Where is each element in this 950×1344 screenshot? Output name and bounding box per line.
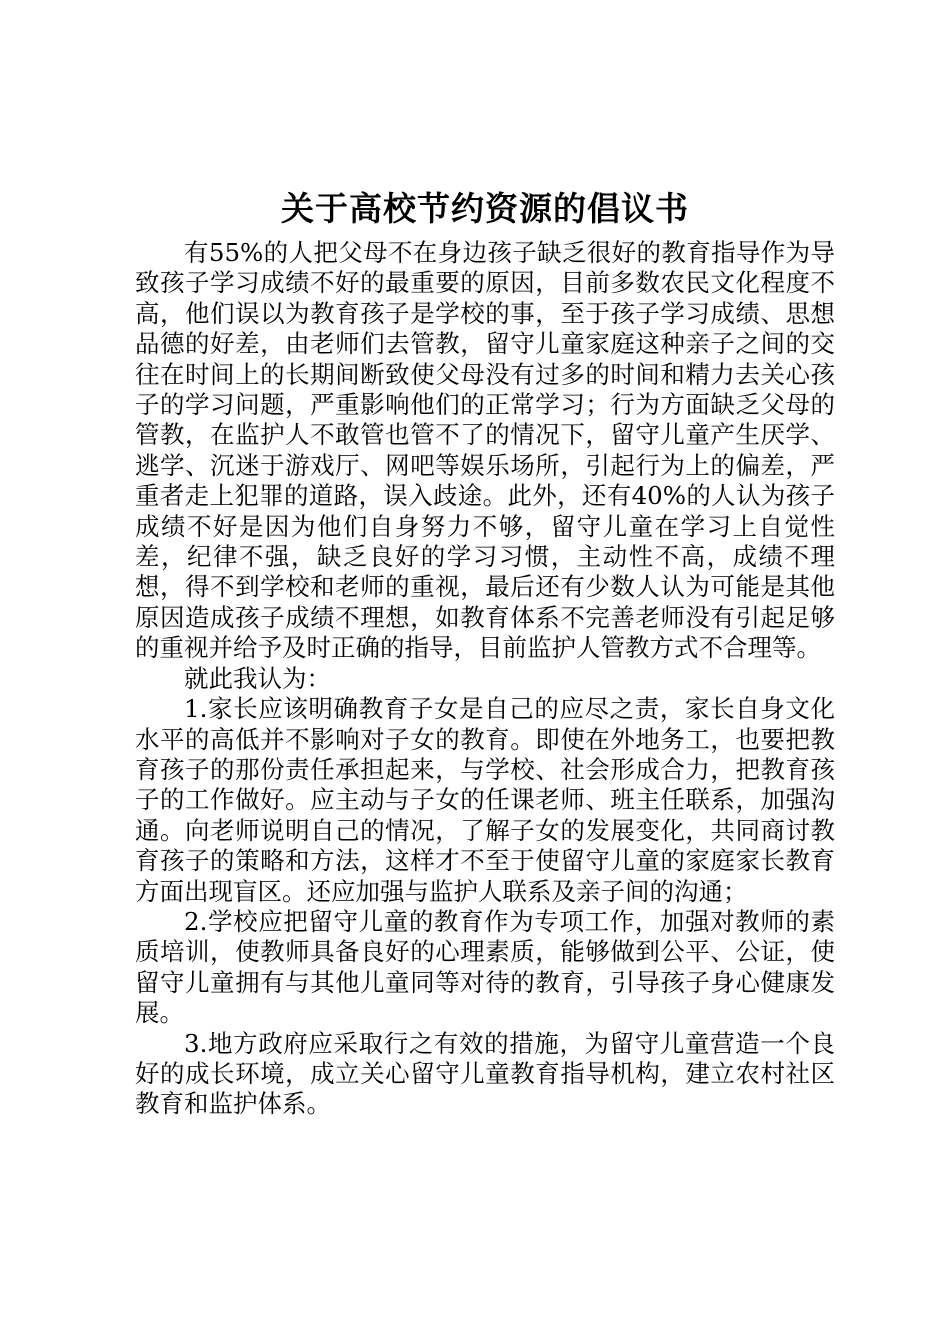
paragraph-point-1: 1.家长应该明确教育子女是自己的应尽之责，家长自身文化水平的高低并不影响对子女的教育。即使在外地务工，也要把教育孩子的那份责任承担起来，与学校、社会形成合力，把教育孩子的工作做好。应主动与子女的任课老师、班主任联系，加强沟通。向老师说明自己的情况，了解子女的发展变化，共同商讨教育孩子的策略和方法，这样才不至于使留守儿童的家庭家长教育方面出现盲区。还应加强与监护人联系及亲子间的沟通； [135,694,835,906]
paragraph-point-3: 3.地方政府应采取行之有效的措施，为留守儿童营造一个良好的成长环境，成立关心留守儿童教育指导机构，建立农村社区教育和监护体系。 [135,1028,835,1119]
paragraph-survey-findings: 有55%的人把父母不在身边孩子缺乏很好的教育指导作为导致孩子学习成绩不好的最重要的原因，目前多数农民文化程度不高，他们误以为教育孩子是学校的事，至于孩子学习成绩、思想品德的好差，由老师们去管教，留守儿童家庭这种亲子之间的交往在时间上的长期间断致使父母没有过多的时间和精力去关心孩子的学习问题，严重影响他们的正常学习；行为方面缺乏父母的管教，在监护人不敢管也管不了的情况下，留守儿童产生厌学、逃学、沉迷于游戏厅、网吧等娱乐场所，引起行为上的偏差，严重者走上犯罪的道路，误入歧途。此外，还有40%的人认为孩子成绩不好是因为他们自身努力不够，留守儿童在学习上自觉性差，纪律不强，缺乏良好的学习习惯，主动性不高，成绩不理想，得不到学校和老师的重视，最后还有少数人认为可能是其他原因造成孩子成绩不理想，如教育体系不完善老师没有引起足够的重视并给予及时正确的指导，目前监护人管教方式不合理等。 [135,238,835,663]
paragraph-intro: 就此我认为： [184,663,331,693]
paragraph-point-2: 2.学校应把留守儿童的教育作为专项工作，加强对教师的素质培训，使教师具备良好的心理素质，能够做到公平、公证，使留守儿童拥有与其他儿童同等对待的教育，引导孩子身心健康发展。 [135,906,835,1028]
document-title: 关于高校节约资源的倡议书 [281,189,689,228]
document-page [135,186,835,1120]
